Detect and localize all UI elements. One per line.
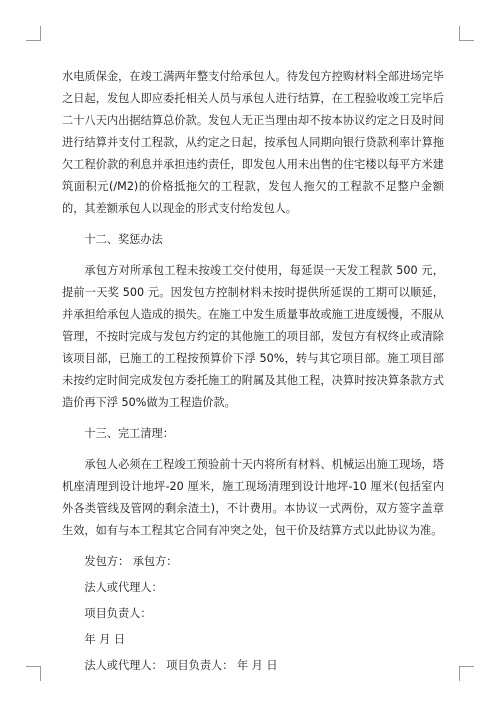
signature-date: 年 月 日 bbox=[84, 633, 126, 646]
paragraph-rewards-penalties: 承包方对所承包工程未按竣工交付使用，每延误一天发工程款 500 元，提前一天奖 500 元。因发包方控制材料未按时提供所延误的工期可以顺延，并承担给承包人造成的损失。在施工中发生质量事故或施工进度缓慢，不服从管理，不按时完成与发包方约定的其他施工的项目部，发包方有权终止或清除该项目部，已施工的工程按预算价下浮 50%，转与其它项目部。施工项目部未按约定时间完成发包方委托施工的附属及其他工程，决算时按决算条款方式造价再下浮 50%做为工程造价款。 bbox=[62, 264, 444, 409]
crop-mark-top-right bbox=[459, 26, 474, 41]
paragraph-settlement: 水电质保金，在竣工满两年整支付给承包人。待发包方控购材料全部进场完毕之日起，发包人即应委托相关人员与承包人进行结算，在工程验收竣工完毕后二十八天内出据结算总价款。发包人无正当理由却不按本协议约定之日及时间进行结算并支付工程款，从约定之日起，按承包人同期向银行贷款利率计算拖欠工程价款的利息并承担违约责任，即发包人用未出售的住宅楼以每平方米建筑面积元(/M2)的价格抵拖欠的工程款，发包人拖欠的工程款不足整户金额的，其差额承包人以现金的形式支付给发包人。 bbox=[62, 70, 444, 215]
crop-mark-bottom-right bbox=[459, 666, 474, 681]
signature-project-lead: 项目负责人： bbox=[84, 607, 152, 620]
paragraph-completion-cleanup: 承包人必须在工程竣工预验前十天内将所有材料、机械运出施工现场，塔机座清理到设计地坪-20 厘米，施工现场清理到设计地坪-10 厘米(包括室内外各类管线及管网的剩余渣土)，不计费用。本协议一式两份，双方签字盖章生效，如有与本工程其它合同有冲突之处，包干价及结算方式以此协议为准。 bbox=[62, 458, 444, 537]
document-body bbox=[62, 66, 444, 681]
crop-mark-bottom-left bbox=[26, 666, 41, 681]
section-heading-completion-cleanup: 十三、完工清理： bbox=[84, 427, 174, 440]
crop-mark-top-left bbox=[26, 26, 41, 41]
section-heading-rewards-penalties: 十二、奖惩办法 bbox=[84, 233, 163, 246]
signature-legal-rep: 法人或代理人： bbox=[84, 581, 163, 594]
signature-parties: 发包方： 承包方： bbox=[84, 555, 178, 568]
signature-combined-line: 法人或代理人： 项目负责人： 年 月 日 bbox=[84, 659, 278, 672]
